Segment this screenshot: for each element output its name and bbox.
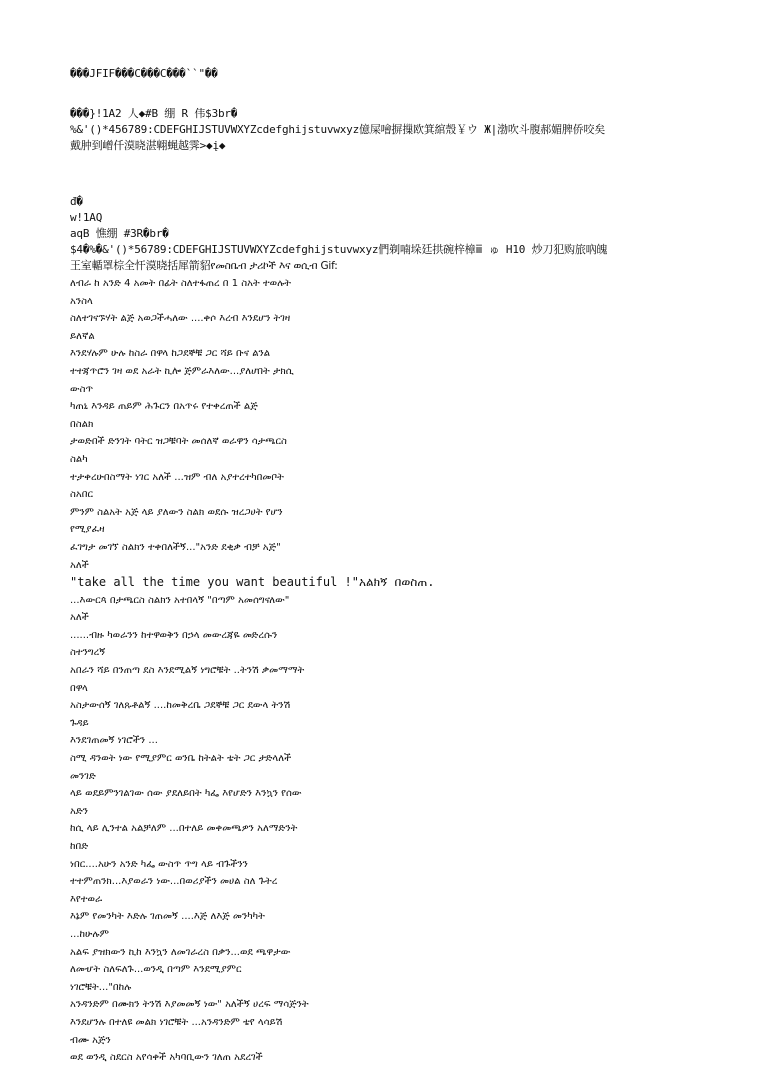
- text-line: ተታቀረሁበስማት ነገር አለች ...ዝም ብለ አያተረተካበመቦት: [70, 471, 284, 483]
- text-line: እየተወራ: [70, 893, 103, 905]
- text-line: ከበድ: [70, 841, 89, 852]
- text-line: ከሲ ላይ ሊንተል አልቻለም ...በተለይ መቀመጫዎን አለማድንት: [70, 823, 298, 835]
- text-line: ነገሮቹት..."በከሉ: [70, 981, 132, 993]
- text-line: ተተጃጥሮን ገዛ ወደ አራት ኪሎ ጅምራእለው...ያለሆበት ታክሲ: [70, 365, 294, 377]
- binary-header-line: đ�: [70, 195, 83, 208]
- binary-header-line: w!1AQ: [70, 211, 103, 224]
- text-line: የሚያፈዛ: [70, 524, 105, 536]
- binary-header-line: 戴肿到嶒仟漠晓湛翺蝇越霁>◆į◆: [70, 139, 226, 152]
- spacer: [70, 154, 750, 194]
- text-line: እንደገጠመኝ ነገሮችን ...: [70, 735, 158, 747]
- text-line: ...እውርጳ በታጫርስ ስልክን አተበላኝ "በጣም አመሰግናለው": [70, 594, 290, 606]
- text-line: ይለኛል: [70, 330, 95, 342]
- binary-header-text: 王室輴罩棕全忓漠晓括犀箭貂: [70, 259, 211, 272]
- text-line: አልፍ ያዝክውን ኪከ እንኳን ለመገራረስ በቃን...ወደ ጫዋታው: [70, 946, 291, 958]
- text-line: ላይ ወደይምንገልገው ሰው ያደለይበት ካፌ እየሆድን እንኳን የሰው: [70, 788, 302, 800]
- text-line: በስልክ: [70, 418, 94, 430]
- text-line: በዋላ: [70, 682, 88, 694]
- text-line: ታወድበች ድንገት ባትር ዝጋቹባት መሰለኛ ወራዋን ሳታጫርስ: [70, 436, 287, 448]
- text-line: እንደሆንሉ በተለዩ መልክ ነገሮቹት ...አንዳንድም ቴየ ላሳይሽ: [70, 1016, 283, 1028]
- title-text: የመስቤብ ታሪኮች እና ወሲብ Gif:: [210, 260, 338, 272]
- text-line: እንደሃሉም ሁሉ ከስራ በዋላ ከጋደኞቹ ጋር ሻይ ቡና ልንል: [70, 348, 271, 360]
- text-line: ፈገግታ መገኘ ስልክን ተቀበለችኝ..."አንድ ደቂቃ ብቻ አጅ": [70, 541, 281, 553]
- binary-header-line: ���}!1A2 人◆#B 绷 R 伟$3br�: [70, 107, 238, 120]
- text-line: መንገድ: [70, 770, 96, 782]
- header-block-1: [70, 66, 750, 82]
- spacer: [70, 82, 750, 106]
- binary-header-line: [70, 258, 750, 274]
- text-line: ስልካ: [70, 453, 88, 465]
- text-line: አንዳንድም በሙክን ትንሽ እያመመኝ ነው" አለችኝ ሀረፍ ማሳጅንት: [70, 999, 309, 1011]
- text-line: አለች: [70, 559, 89, 571]
- text-line: ውስጥ: [70, 383, 94, 395]
- text-line: ተተምጠንክ...እያወራን ነው...በወሪያችን መሀል ስለ ጉትረ: [70, 876, 278, 888]
- text-line: ስተንግረኝ: [70, 647, 106, 659]
- text-line: ብሙ አጅን: [70, 1034, 111, 1046]
- text-line: ምንም ስልአት አጅ ላይ ያለውን ስልክ ወደሱ ዝረጋሀት የሆን: [70, 506, 283, 518]
- text-line: እኔም የመንካት እድሉ ገጠመኝ ....እጅ ለእጅ መንካካት: [70, 911, 265, 923]
- text-line: ወደ ወንዲ ስደርስ አየሳቀች አካባቢውን ገለጠ አደረገች: [70, 1052, 263, 1064]
- text-line: ስለተገናኙሃት ልጅ አወጋችሓለው ....ቀሶ እረብ እንደሆን ትገዛ: [70, 313, 291, 325]
- text-line: ለብራ ከ አንድ 4 አመት በፊት ስለተፋጠረ በ 1 ስአት ተወሉት: [70, 278, 291, 289]
- header-block-3: [70, 194, 750, 274]
- text-line: አንስላ: [70, 295, 93, 307]
- text-line: አስታውሰኝ ገለጹቶልኝ ....ከመቅረቤ ጋደኞቹ ጋር ደውላ ትንሽ: [70, 700, 291, 712]
- header-block-2: [70, 106, 750, 154]
- text-line: አለች: [70, 612, 89, 624]
- text-line: ካጠኒ እንዳይ ጠይም ሕጉርን በአጥሩ የተቀረጠች ልጅ: [70, 401, 258, 413]
- document-body: [70, 275, 750, 1067]
- text-line: አበራን ሻይ በንጠጣ ደስ እንደሚልኝ ነግሮቹት ..ትንሽ ቃመማማት: [70, 665, 305, 677]
- text-line: ለመሇት ስለፍለጉ...ወንዲ በጣም እንደሚያምር: [70, 964, 242, 976]
- binary-header-line: %&'()*456789:CDEFGHIJSTUVWXYZcdefghijstuvwxyz億屎噲摒摷欧箕綰殼￥ウ Ж|渤吹斗腹郝媚脾侨咬矣: [70, 123, 606, 136]
- binary-header-line: aqB 憔绷 #3R�br�: [70, 227, 169, 240]
- text-line: ...ከሁሉም: [70, 928, 109, 940]
- text-line: ጉዳይ: [70, 717, 89, 729]
- text-line: ነበር....አሁን አንድ ካፌ ውስጥ ጥግ ላይ ብጉችንን: [70, 858, 248, 870]
- text-line: አድን: [70, 805, 89, 817]
- binary-header-line: $4�%�&'()*56789:CDEFGHIJSTUVWXYZcdefghijstuvwxyz們剃喃垛廷拱碗梓樟ⅲ ゅ H10 炒刀犯购旅吶魄: [70, 243, 608, 256]
- text-line: ......ብዙ ካወራንን ከተዋወቅን በኃላ መውረጃዬ መድረሱን: [70, 629, 278, 641]
- text-line: ስአበር: [70, 489, 93, 501]
- document-page: [70, 66, 750, 1067]
- text-line: "take all the time you want beautiful !"አልክኝ በወስጠ.: [70, 575, 435, 590]
- binary-header-line: ���JFIF���C���C���``"��: [70, 67, 218, 80]
- text-line: ስሚ ዳንወት ነው የሚያምር ወንቤ ከትልት ቴት ጋር ታድላለች: [70, 753, 292, 765]
